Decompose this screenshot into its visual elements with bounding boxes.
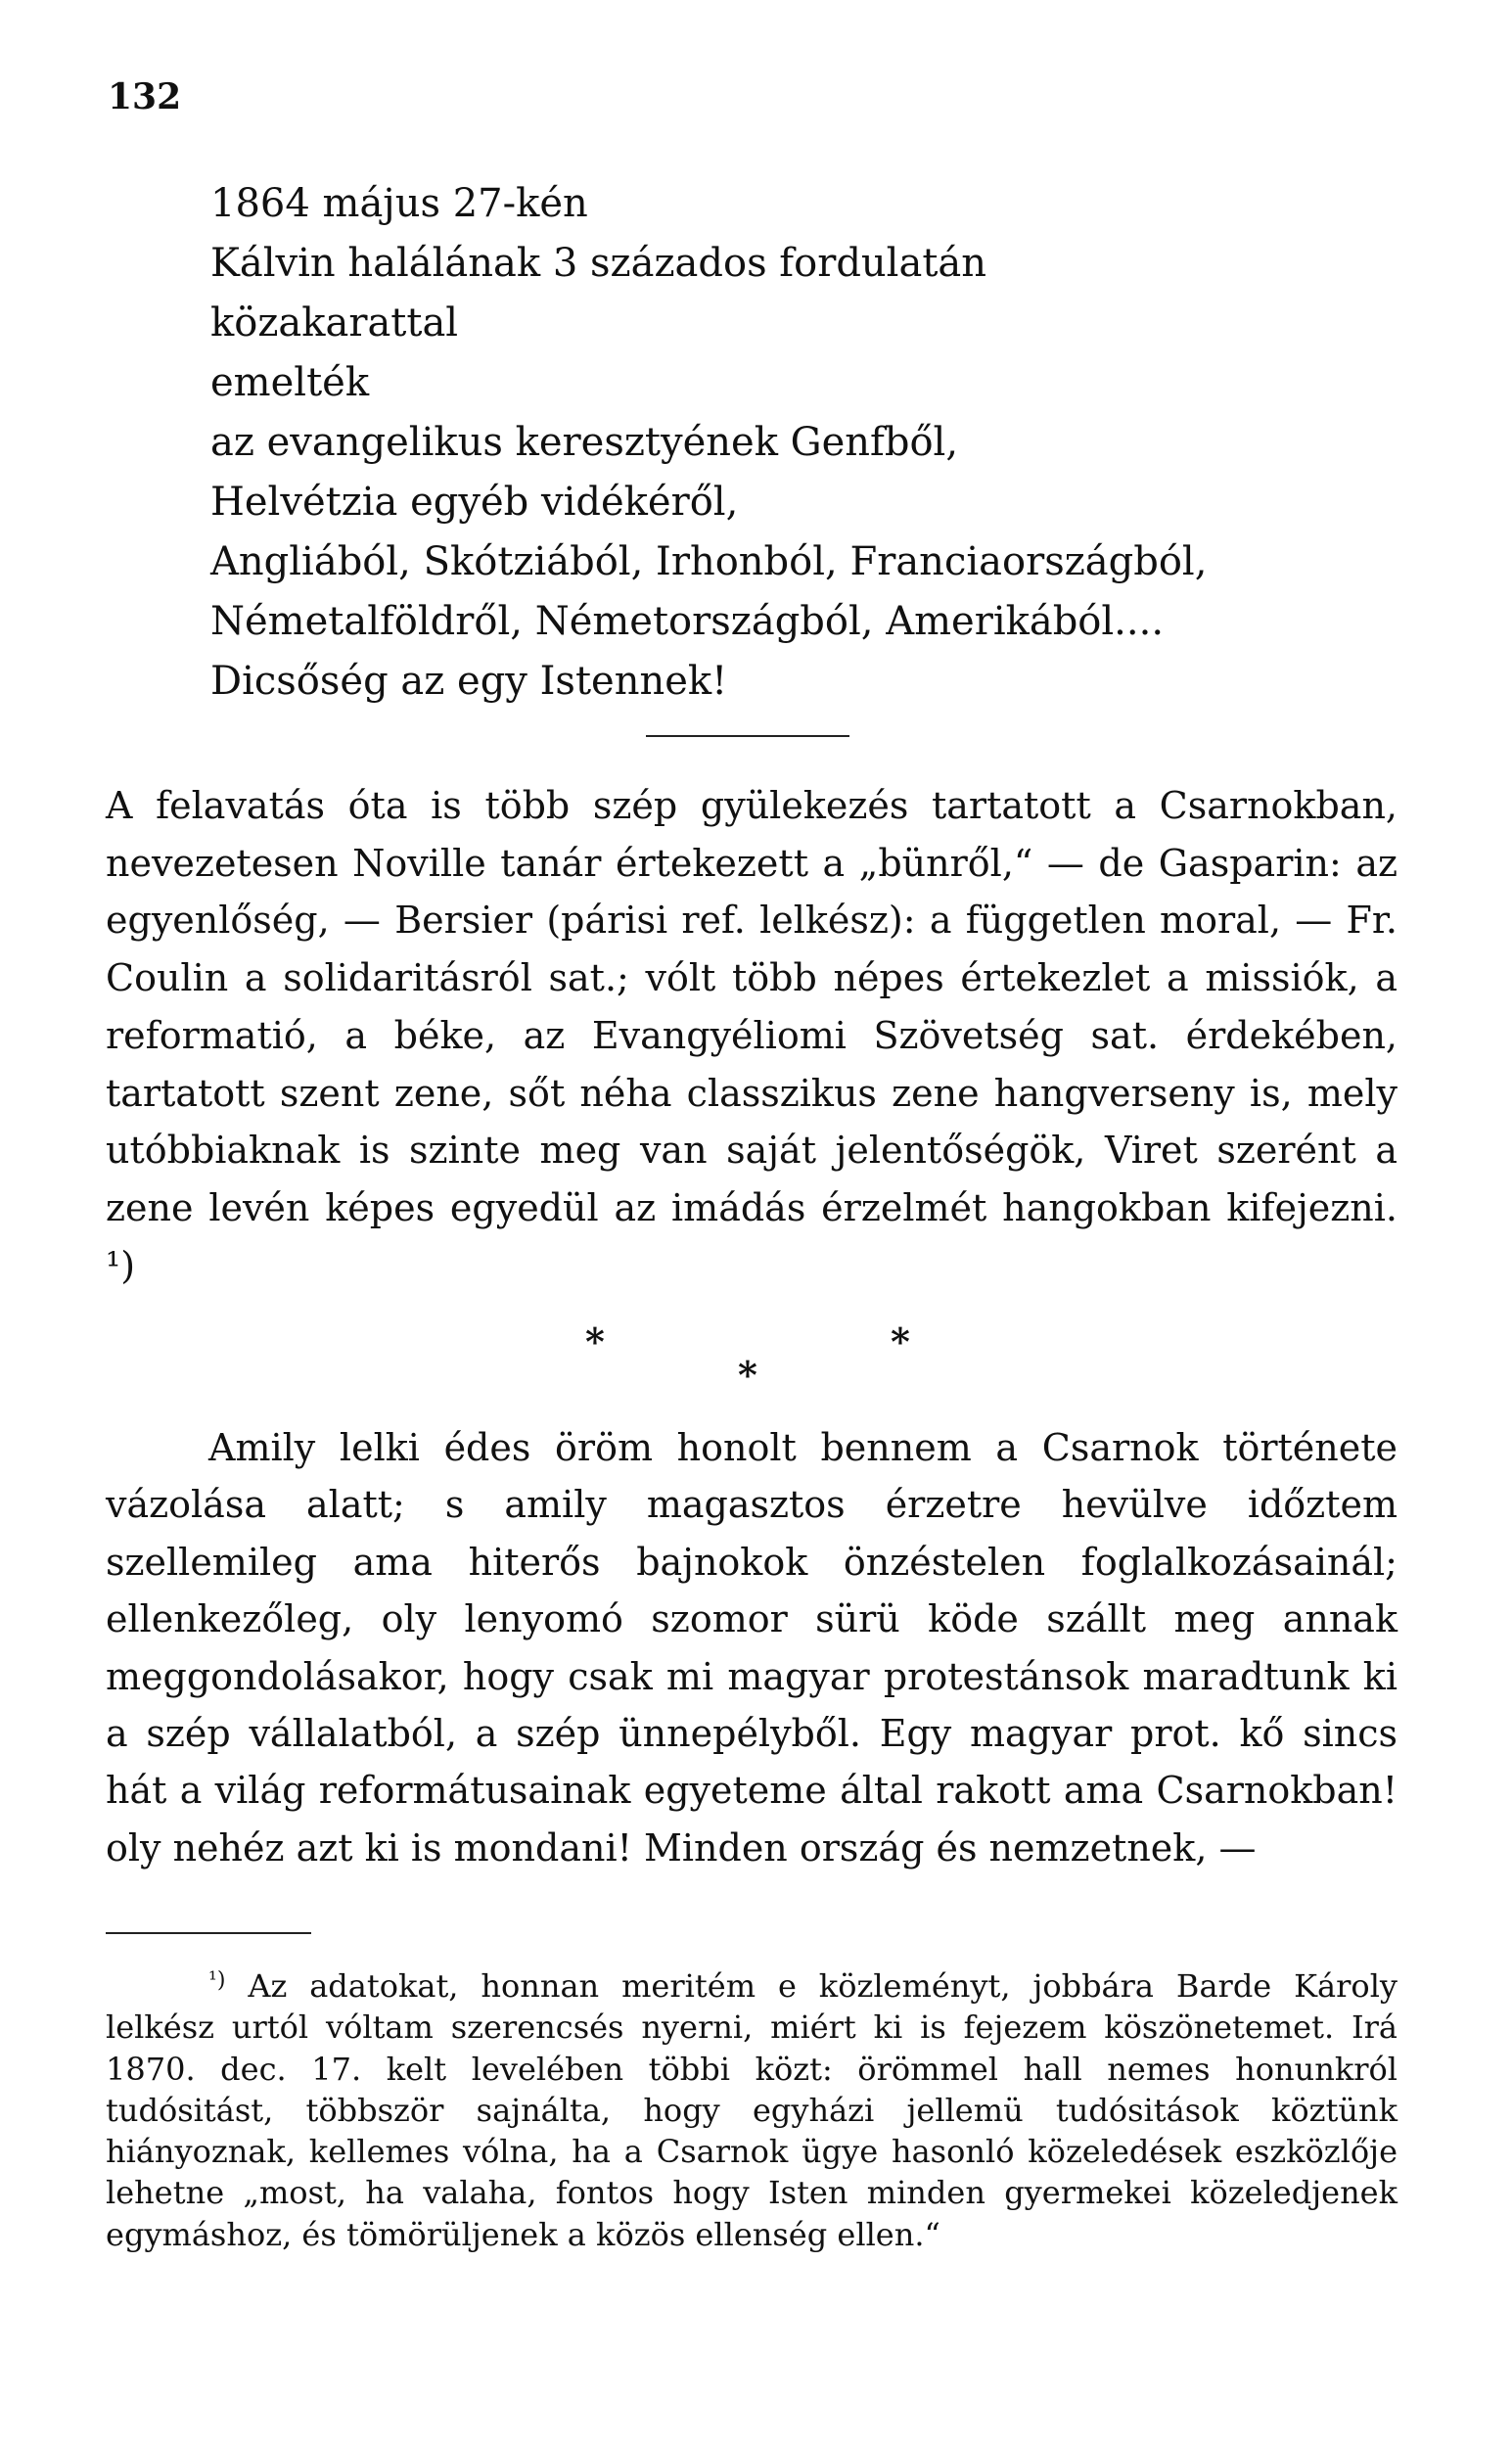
inscription-line: Dicsőség az egy Istennek! <box>210 659 728 704</box>
inscription-line: Angliából, Skótziából, Irhonból, Franciaországból, <box>210 539 1208 584</box>
body-paragraph-1: A felavatás óta is több szép gyülekezés tartatott a Csarnokban, nevezetesen Noville tanár értekezett a „bünről,“ — de Gasparin: az egyenlőség, — Bersier (párisi ref. lelkész): a független moral, — Fr. Coulin a solidaritásról sat.; vólt több népes értekezlet a missiók, a reformatió, a béke, az Evangyéliomi Szövetség sat. érdekében, tartatott szent zene, sőt néha classzikus zene hangverseny is, mely utóbbiaknak is szinte meg van saját jelentőségök, Viret szerént a zene levén képes egyedül az imádás érzelmét hangokban kifejezni. ¹) <box>106 784 1397 1287</box>
inscription-line: emelték <box>210 360 370 405</box>
asterism-star: * <box>738 1353 757 1397</box>
asterism-star: * <box>891 1319 910 1363</box>
inscription-line: Helvétzia egyéb vidékéről, <box>210 480 739 525</box>
footnote-marker: ¹) <box>208 1968 226 1993</box>
body-paragraph-2: Amily lelki édes öröm honolt bennem a Csarnok története vázolása alatt; s amily magasztos érzetre hevülve időztem szellemileg ama hiterős bajnokok önzéstelen foglalkozásainál; ellenkezőleg, oly lenyomó szomor sürü köde szállt meg annak meggondolásakor, hogy csak mi magyar protestánsok maradtunk ki a szép vállalatból, a szép ünnepélyből. Egy magyar prot. kő sincs hát a világ reformátusainak egyeteme által rakott ama Csarnokban! oly nehéz azt ki is mondani! Minden ország és nemzetnek, — <box>106 1426 1397 1870</box>
inscription-line: 1864 május 27-kén <box>210 181 588 226</box>
inscription-line: közakarattal <box>210 300 459 346</box>
footnote-text: Az adatokat, honnan meritém e közleményt, jobbára Barde Károly lelkész urtól vóltam szerencsés nyerni, miért ki is fejezem köszönetemet. Irá 1870. dec. 17. kelt levelében többi közt: örömmel hall nemes honunkról tudósitást, többször sajnálta, hogy egyházi jellemü tudósitások köztünk hiányoznak, kellemes vólna, ha a Csarnok ügye hasonló közeledések eszközlője lehetne „most, ha valaha, fontos hogy Isten minden gyermekei közeledjenek egymáshoz, és tömörüljenek a közös ellenség ellen.“ <box>106 1967 1398 2253</box>
asterism-star: * <box>585 1319 605 1363</box>
inscription-line: Kálvin halálának 3 százados fordulatán <box>210 241 987 286</box>
inscription <box>210 174 1385 712</box>
inscription-line: Németalföldről, Németországból, Amerikából.... <box>210 599 1165 644</box>
inscription-line: az evangelikus keresztyének Genfből, <box>210 420 959 465</box>
footnote-divider <box>106 1932 311 1934</box>
footnote <box>106 1965 1397 2255</box>
asterism <box>568 1319 959 1398</box>
page-number: 132 <box>108 76 182 117</box>
section-divider <box>646 735 849 737</box>
